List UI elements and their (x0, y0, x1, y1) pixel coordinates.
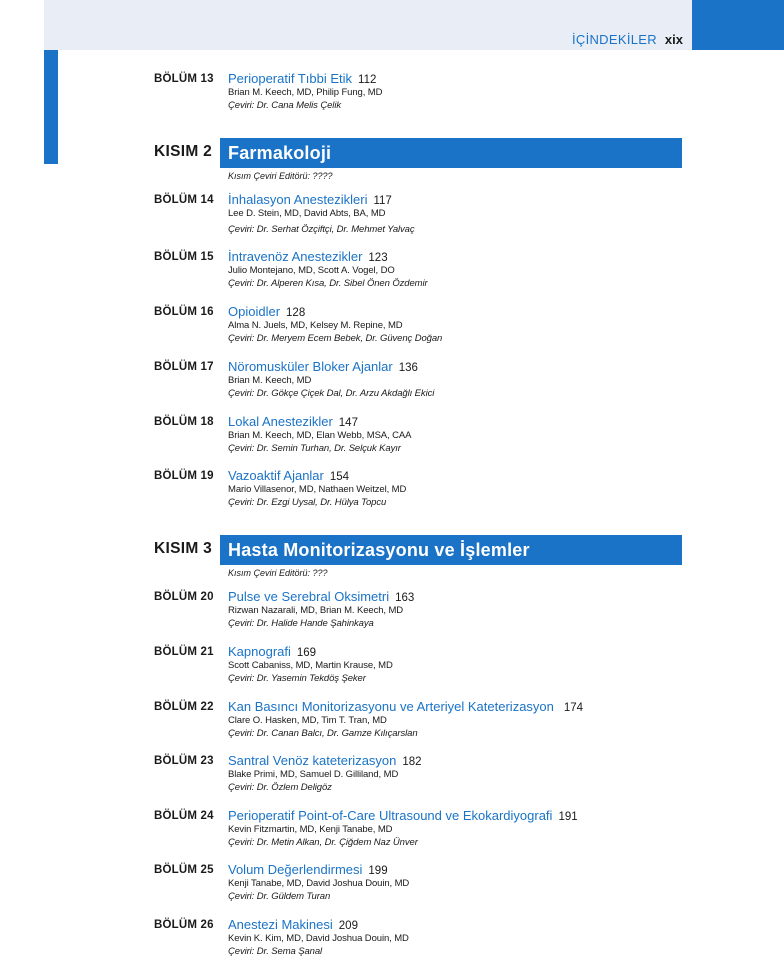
chapter-page: 123 (368, 252, 388, 264)
header-accent-block (692, 0, 784, 50)
chapter-page: 199 (368, 865, 388, 877)
chapter-title[interactable]: İnhalasyon Anestezikleri (228, 192, 368, 207)
chapter-authors: Blake Primi, MD, Samuel D. Gilliland, MD (228, 769, 399, 780)
part-label: KISIM 2 (154, 143, 213, 160)
chapter-label: BÖLÜM 21 (154, 646, 214, 658)
chapter-title[interactable]: Anestezi Makinesi (228, 917, 333, 932)
running-header-title: İÇİNDEKİLER (571, 32, 657, 47)
chapter-page: 209 (338, 920, 358, 932)
chapter-title[interactable]: Perioperatif Tıbbi Etik (228, 71, 353, 86)
chapter-label: BÖLÜM 26 (154, 919, 214, 931)
chapter-translator: Çeviri: Dr. Gökçe Çiçek Dal, Dr. Arzu Akdağlı Ekici (228, 388, 435, 399)
chapter-label: BÖLÜM 15 (154, 251, 214, 263)
chapter-title[interactable]: Santral Venöz kateterizasyon (228, 753, 397, 768)
chapter-authors: Julio Montejano, MD, Scott A. Vogel, DO (228, 265, 395, 276)
chapter-authors: Lee D. Stein, MD, David Abts, BA, MD (228, 208, 386, 219)
chapter-authors: Kevin K. Kim, MD, David Joshua Douin, MD (228, 933, 409, 944)
chapter-page: 163 (395, 592, 415, 604)
chapter-page: 136 (398, 362, 418, 374)
chapter-authors: Clare O. Hasken, MD, Tim T. Tran, MD (228, 715, 387, 726)
chapter-title[interactable]: Lokal Anestezikler (228, 414, 333, 429)
chapter-translator: Çeviri: Dr. Canan Balcı, Dr. Gamze Kılıçarslan (228, 728, 418, 739)
chapter-title[interactable]: Perioperatif Point-of-Care Ultrasound ve Ekokardiyografi (228, 808, 553, 823)
chapter-translator: Çeviri: Dr. Metin Alkan, Dr. Çiğdem Naz Ünver (228, 837, 418, 848)
part-title[interactable]: Hasta Monitorizasyonu ve İşlemler (228, 540, 530, 560)
part-title-bar (220, 138, 682, 168)
chapter-page: 174 (563, 702, 584, 714)
chapter-label: BÖLÜM 13 (154, 73, 214, 85)
chapter-page: 154 (329, 471, 350, 483)
chapter-label: BÖLÜM 24 (154, 810, 214, 822)
running-header (480, 32, 683, 48)
chapter-label: BÖLÜM 16 (154, 306, 214, 318)
chapter-authors: Mario Villasenor, MD, Nathaen Weitzel, MD (228, 484, 407, 495)
chapter-label: BÖLÜM 17 (154, 361, 214, 373)
chapter-page: 182 (402, 756, 422, 768)
chapter-translator: Çeviri: Dr. Serhat Özçiftçi, Dr. Mehmet Yalvaç (228, 224, 415, 235)
chapter-translator: Çeviri: Dr. Yasemin Tekdöş Şeker (228, 673, 366, 684)
chapter-authors: Brian M. Keech, MD (228, 375, 312, 386)
part-title[interactable]: Farmakoloji (228, 143, 332, 163)
chapter-authors: Scott Cabaniss, MD, Martin Krause, MD (228, 660, 393, 671)
chapter-authors: Kevin Fitzmartin, MD, Kenji Tanabe, MD (228, 824, 393, 835)
chapter-title[interactable]: Opioidler (228, 304, 281, 319)
chapter-translator: Çeviri: Dr. Semin Turhan, Dr. Selçuk Kayır (228, 443, 401, 454)
chapter-label: BÖLÜM 19 (154, 470, 214, 482)
chapter-authors: Rizwan Nazarali, MD, Brian M. Keech, MD (228, 605, 404, 616)
part-label: KISIM 3 (154, 540, 213, 557)
chapter-label: BÖLÜM 25 (154, 864, 214, 876)
part-editor: Kısım Çeviri Editörü: ??? (228, 568, 328, 578)
chapter-title[interactable]: Volum Değerlendirmesi (228, 862, 363, 877)
chapter-label: BÖLÜM 20 (154, 591, 214, 603)
chapter-title[interactable]: Pulse ve Serebral Oksimetri (228, 589, 390, 604)
chapter-title[interactable]: Vazoaktif Ajanlar (228, 468, 324, 483)
chapter-title[interactable]: İntravenöz Anestezikler (228, 249, 363, 264)
chapter-translator: Çeviri: Dr. Sema Şanal (228, 946, 323, 957)
chapter-translator: Çeviri: Dr. Meryem Ecem Bebek, Dr. Güvenç Doğan (228, 333, 443, 344)
chapter-title[interactable]: Kan Basıncı Monitorizasyonu ve Arteriyel Kateterizasyon (228, 699, 554, 714)
chapter-title[interactable]: Kapnografi (228, 644, 291, 659)
chapter-authors: Brian M. Keech, MD, Elan Webb, MSA, CAA (228, 430, 412, 441)
chapter-label: BÖLÜM 14 (154, 194, 214, 206)
chapter-translator: Çeviri: Dr. Güldem Turan (228, 891, 331, 902)
chapter-authors: Brian M. Keech, MD, Philip Fung, MD (228, 87, 383, 98)
chapter-page: 169 (296, 647, 317, 659)
chapter-page: 112 (358, 74, 377, 86)
chapter-page: 117 (373, 195, 392, 207)
chapter-authors: Kenji Tanabe, MD, David Joshua Douin, MD (228, 878, 410, 889)
page-number: xix (664, 32, 683, 47)
chapter-translator: Çeviri: Dr. Cana Melis Çelik (228, 100, 341, 111)
chapter-page: 128 (286, 307, 306, 319)
part-title-bar (220, 535, 682, 565)
chapter-translator: Çeviri: Dr. Özlem Deligöz (228, 782, 332, 793)
chapter-translator: Çeviri: Dr. Alperen Kısa, Dr. Sibel Önen Özdemir (228, 278, 428, 289)
chapter-label: BÖLÜM 23 (154, 755, 214, 767)
chapter-translator: Çeviri: Dr. Halide Hande Şahinkaya (228, 618, 374, 629)
chapter-title[interactable]: Nöromusküler Bloker Ajanlar (228, 359, 393, 374)
chapter-translator: Çeviri: Dr. Ezgi Uysal, Dr. Hülya Topcu (228, 497, 387, 508)
chapter-label: BÖLÜM 18 (154, 416, 214, 428)
chapter-authors: Alma N. Juels, MD, Kelsey M. Repine, MD (228, 320, 403, 331)
chapter-label: BÖLÜM 22 (154, 701, 214, 713)
chapter-page: 147 (338, 417, 358, 429)
part-editor: Kısım Çeviri Editörü: ???? (228, 171, 333, 181)
left-accent-bar (44, 50, 58, 164)
chapter-page: 191 (558, 811, 578, 823)
